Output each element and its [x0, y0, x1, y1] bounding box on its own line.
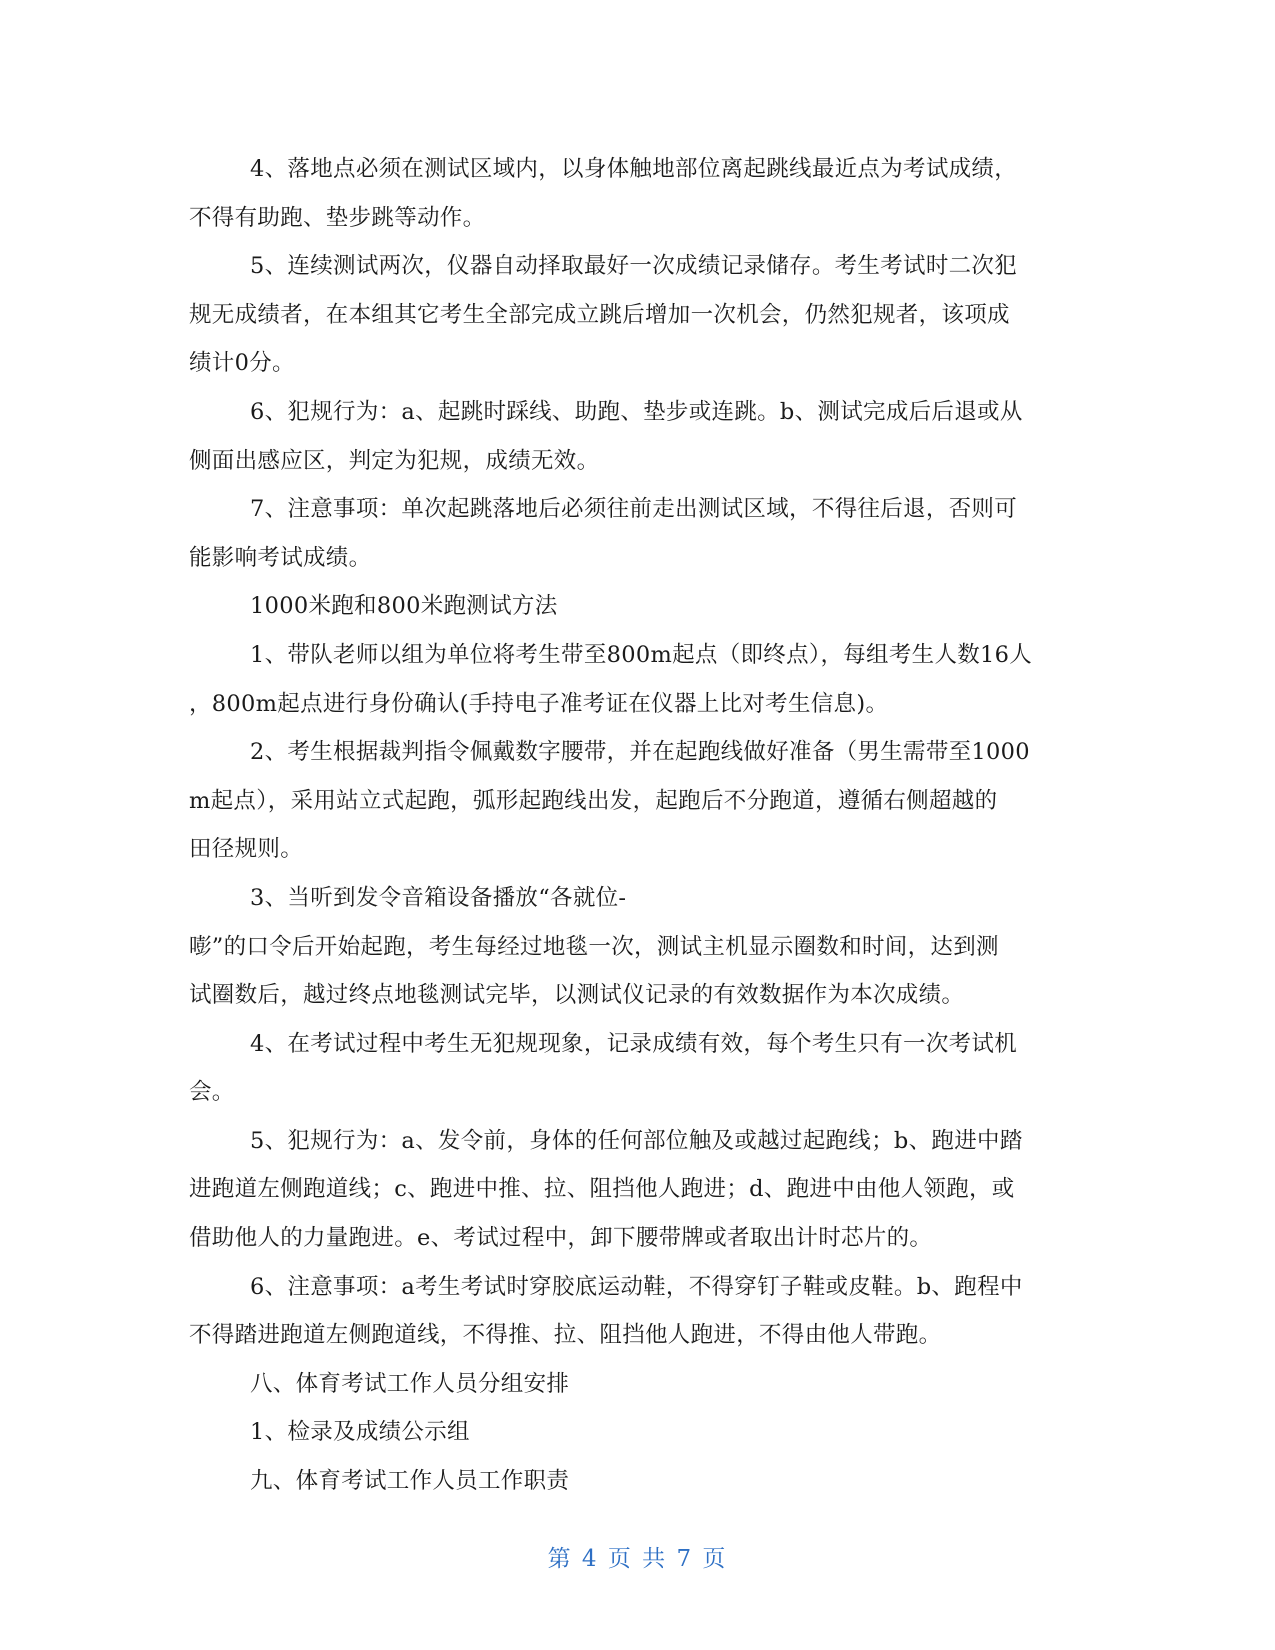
text-line: 不得踏进跑道左侧跑道线，不得推、拉、阻挡他人跑进，不得由他人带跑。	[189, 1322, 942, 1349]
text-line: 九、体育考试工作人员工作职责	[250, 1468, 570, 1495]
text-line: 不得有助跑、垫步跳等动作。	[189, 204, 486, 231]
text-line: 7、注意事项：单次起跳落地后必须往前走出测试区域，不得往后退，否则可	[250, 496, 1018, 523]
text-line: 5、犯规行为：a、发令前，身体的任何部位触及或越过起跑线；b、跑进中踏	[250, 1127, 1023, 1154]
text-line: 4、落地点必须在测试区域内，以身体触地部位离起跳线最近点为考试成绩，	[250, 156, 1018, 182]
text-line: 能影响考试成绩。	[189, 544, 372, 571]
text-line: 6、注意事项：a考生考试时穿胶底运动鞋，不得穿钉子鞋或皮鞋。b、跑程中	[250, 1273, 1023, 1300]
document-body	[189, 145, 1089, 1506]
text-line: 借助他人的力量跑进。e、考试过程中，卸下腰带牌或者取出计时芯片的。	[189, 1225, 933, 1252]
text-line: 1000米跑和800米跑测试方法	[250, 593, 558, 620]
text-line: 3、当听到发令音箱设备播放“各就位-	[250, 884, 627, 911]
text-line: 1、检录及成绩公示组	[250, 1419, 470, 1446]
text-line: 会。	[189, 1079, 235, 1106]
text-line: 田径规则。	[189, 836, 304, 863]
text-line: 进跑道左侧跑道线；c、跑进中推、拉、阻挡他人跑进；d、跑进中由他人领跑，或	[189, 1176, 1015, 1203]
text-line: 侧面出感应区，判定为犯规，成绩无效。	[189, 447, 600, 474]
text-line: 4、在考试过程中考生无犯规现象，记录成绩有效，每个考生只有一次考试机	[250, 1030, 1018, 1057]
text-line: 5、连续测试两次，仪器自动择取最好一次成绩记录储存。考生考试时二次犯	[250, 253, 1018, 280]
text-line: 6、犯规行为：a、起跳时踩线、助跑、垫步或连跳。b、测试完成后后退或从	[250, 398, 1023, 425]
text-line: m起点），采用站立式起跑，弧形起跑线出发，起跑后不分跑道，遵循右侧超越的	[189, 787, 998, 814]
text-line: ，800m起点进行身份确认(手持电子准考证在仪器上比对考生信息)。	[189, 690, 889, 717]
text-line: 嘭”的口令后开始起跑，考生每经过地毯一次，测试主机显示圈数和时间，达到测	[189, 933, 999, 960]
text-line: 试圈数后，越过终点地毯测试完毕，以测试仪记录的有效数据作为本次成绩。	[189, 982, 965, 1009]
text-line: 八、体育考试工作人员分组安排	[250, 1370, 570, 1397]
text-line: 规无成绩者，在本组其它考生全部完成立跳后增加一次机会，仍然犯规者，该项成	[189, 301, 1010, 328]
text-line: 1、带队老师以组为单位将考生带至800m起点（即终点），每组考生人数16人	[250, 641, 1033, 668]
text-line: 绩计0分。	[189, 350, 295, 377]
page-footer: 第 4 页 共 7 页	[547, 1546, 728, 1572]
text-line: 2、考生根据裁判指令佩戴数字腰带，并在起跑线做好准备（男生需带至1000	[250, 739, 1030, 766]
